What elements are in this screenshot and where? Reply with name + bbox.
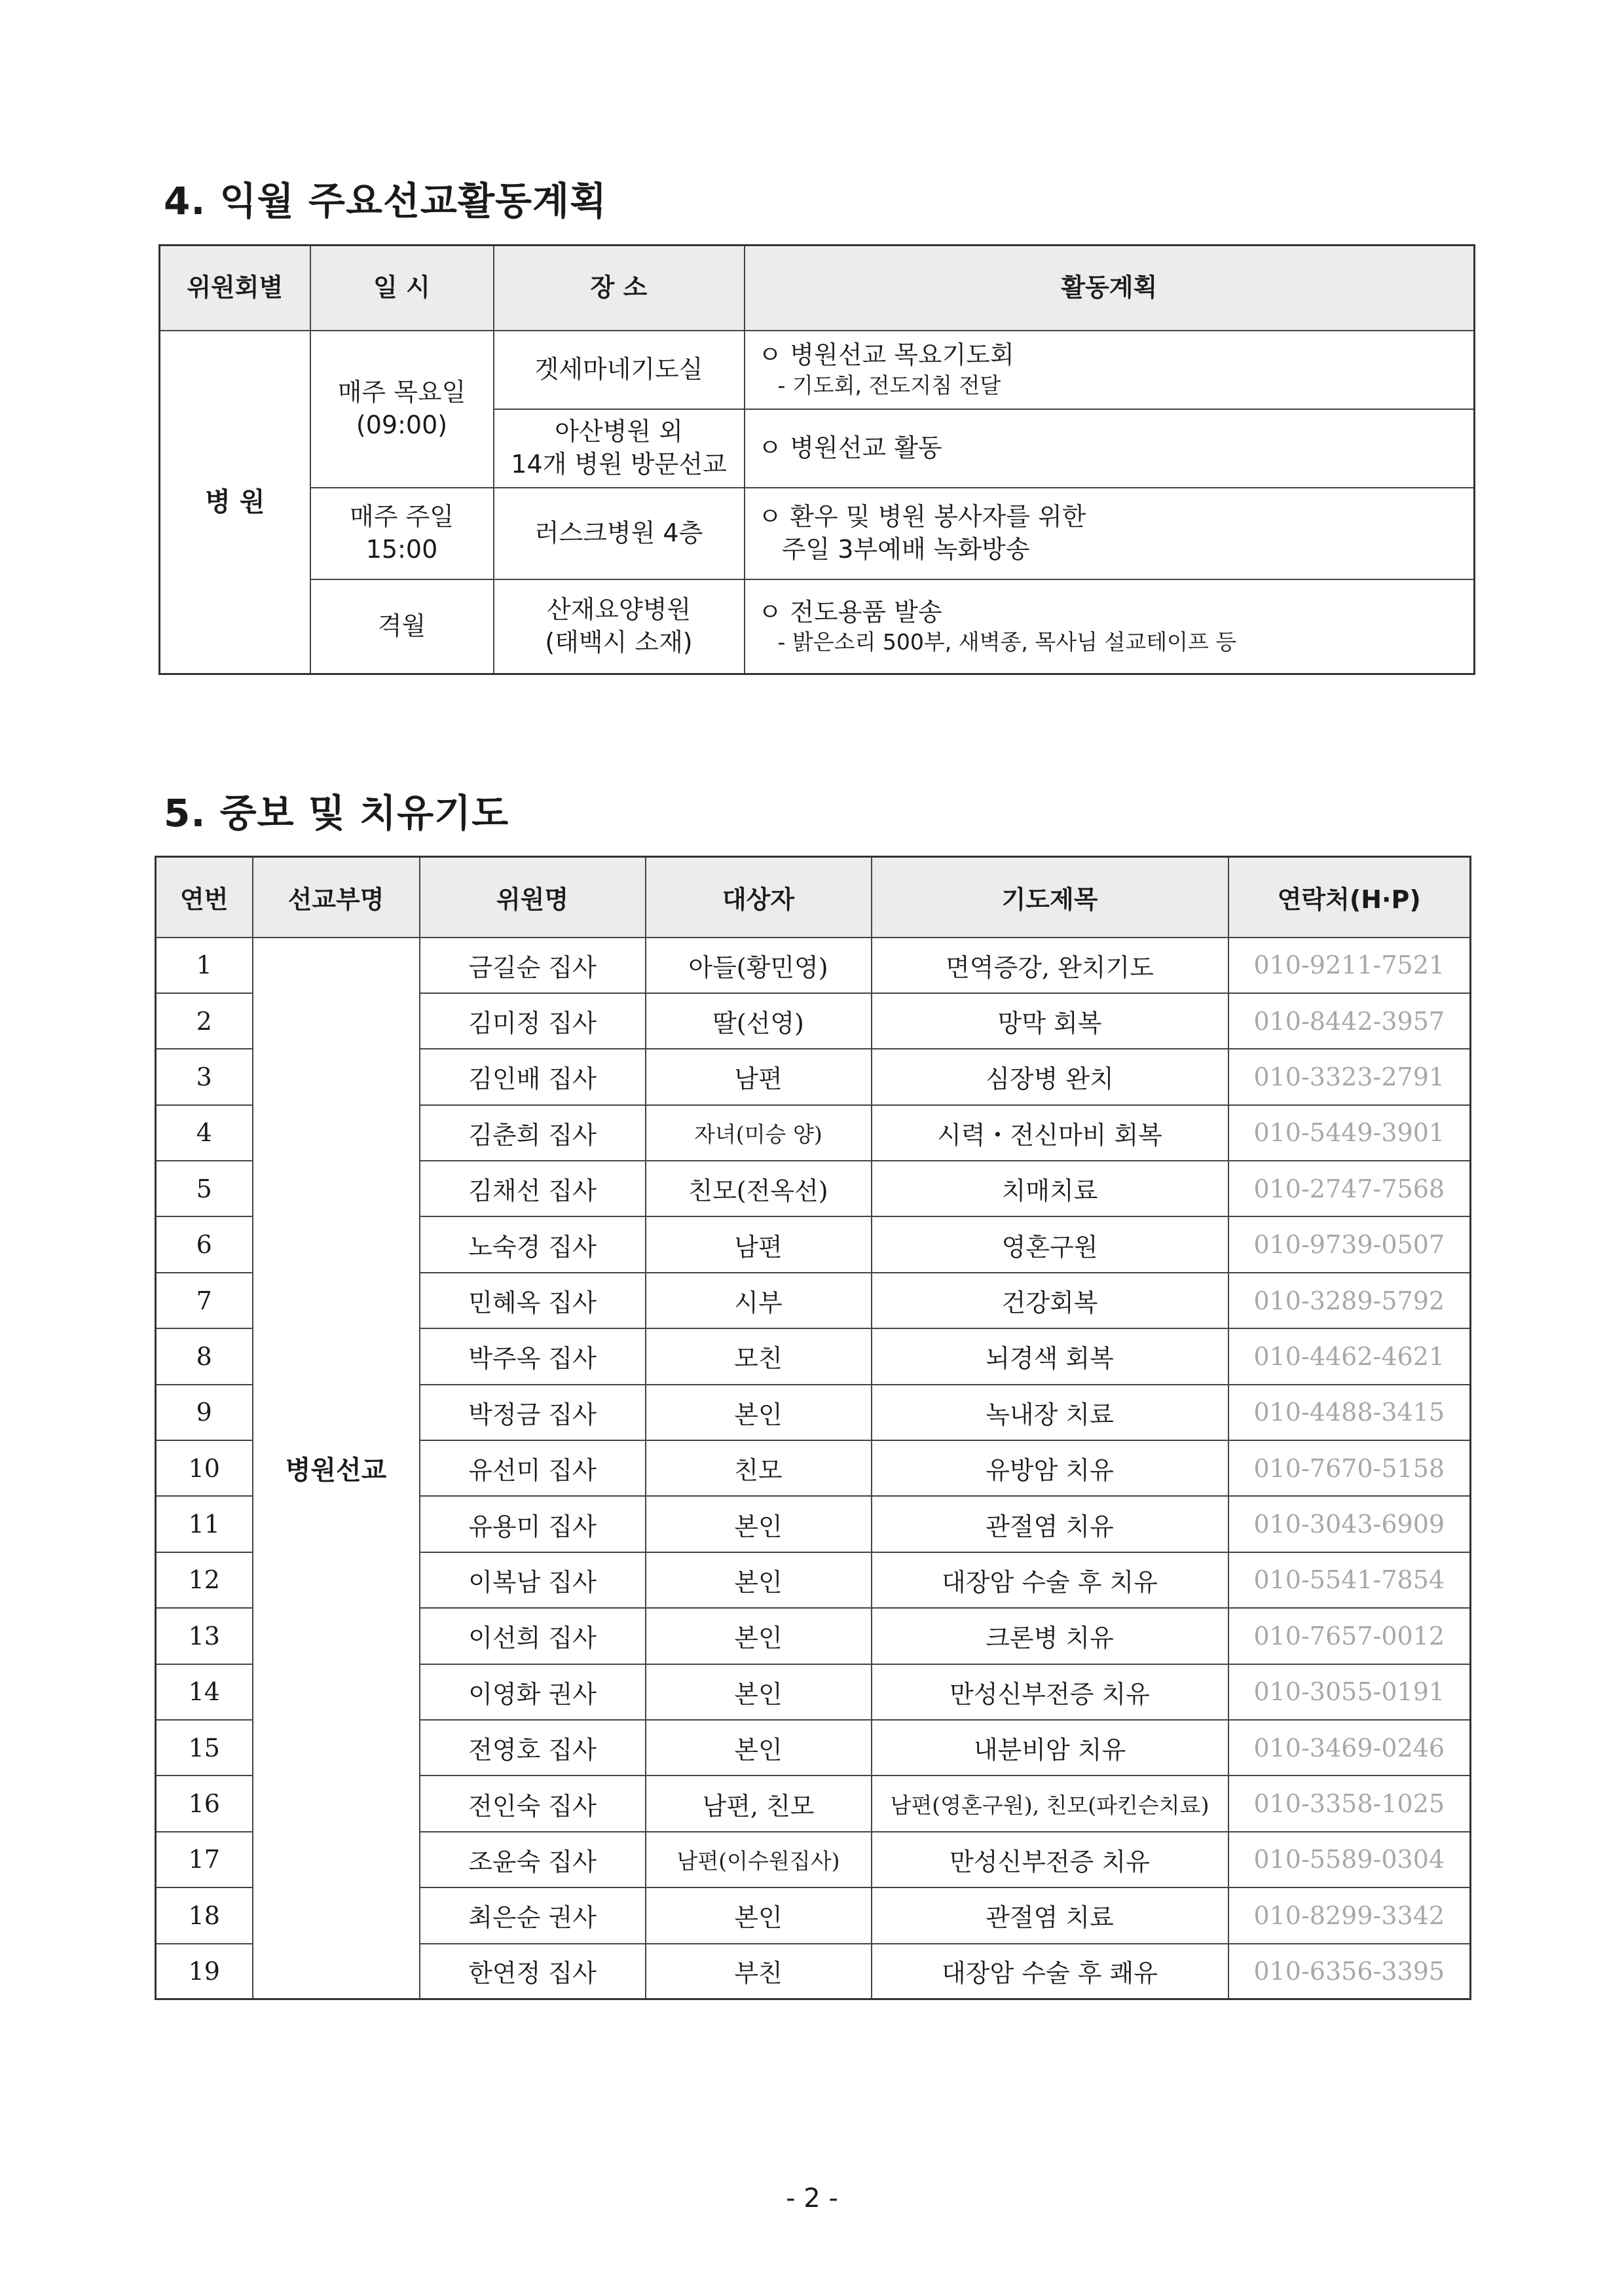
contact-phone: 010-5449-3901	[1228, 1105, 1471, 1161]
member-name: 한연정 집사	[420, 1944, 646, 1999]
plan-date: 격월	[310, 579, 494, 674]
prayer-target: 본인	[646, 1720, 872, 1776]
prayer-topic: 관절염 치유	[872, 1496, 1228, 1552]
row-number: 19	[156, 1944, 253, 1999]
contact-phone: 010-9211-7521	[1228, 938, 1471, 993]
row-number: 3	[156, 1049, 253, 1104]
plan-activity	[745, 409, 1475, 488]
plan-activity-detail: - 기도회, 전도지침 전달	[777, 372, 1001, 398]
member-name: 전영호 집사	[420, 1720, 646, 1776]
prayer-target: 본인	[646, 1887, 872, 1943]
prayer-topic: 내분비암 치유	[872, 1720, 1228, 1776]
member-name: 최은순 권사	[420, 1887, 646, 1943]
plan-activity-main: ㅇ 전도용품 발송	[758, 597, 942, 627]
page-number: - 2 -	[786, 2183, 838, 2214]
plan-date: 매주 주일 15:00	[310, 488, 494, 579]
prayer-target: 부친	[646, 1944, 872, 1999]
plan-activity	[745, 579, 1475, 674]
plan-activity	[745, 331, 1475, 409]
prayer-topic: 대장암 수술 후 쾌유	[872, 1944, 1228, 1999]
row-number: 18	[156, 1887, 253, 1943]
member-name: 이복남 집사	[420, 1552, 646, 1608]
department-cell: 병원선교	[253, 938, 420, 1999]
prayer-target: 시부	[646, 1273, 872, 1328]
contact-phone: 010-2747-7568	[1228, 1161, 1471, 1216]
contact-phone: 010-7657-0012	[1228, 1608, 1471, 1664]
row-number: 9	[156, 1385, 253, 1440]
header-place: 장 소	[494, 246, 745, 331]
prayer-topic: 대장암 수술 후 치유	[872, 1552, 1228, 1608]
plan-activity-detail: - 밝은소리 500부, 새벽종, 목사님 설교테이프 등	[777, 629, 1237, 655]
contact-phone: 010-8299-3342	[1228, 1887, 1471, 1943]
prayer-target: 자녀(미승 양)	[646, 1105, 872, 1161]
row-number: 15	[156, 1720, 253, 1776]
prayer-target: 친모(전옥선)	[646, 1161, 872, 1216]
plan-activity-main: ㅇ 병원선교 목요기도회	[758, 340, 1014, 370]
row-number: 11	[156, 1496, 253, 1552]
contact-phone: 010-7670-5158	[1228, 1440, 1471, 1496]
plan-activity-main: ㅇ 병원선교 활동	[758, 433, 942, 462]
row-number: 6	[156, 1216, 253, 1272]
row-number: 14	[156, 1664, 253, 1720]
prayer-topic: 면역증강, 완치기도	[872, 938, 1228, 993]
contact-phone: 010-9739-0507	[1228, 1216, 1471, 1272]
prayer-target: 친모	[646, 1440, 872, 1496]
row-number: 8	[156, 1328, 253, 1384]
committee-cell: 병 원	[160, 331, 310, 674]
header-member: 위원명	[420, 857, 646, 938]
prayer-topic: 시력・전신마비 회복	[872, 1105, 1228, 1161]
row-number: 1	[156, 938, 253, 993]
prayer-target: 본인	[646, 1608, 872, 1664]
plan-activity	[745, 488, 1475, 579]
header-plan: 활동계획	[745, 246, 1475, 331]
header-contact: 연락처(H·P)	[1228, 857, 1471, 938]
prayer-target: 딸(선영)	[646, 993, 872, 1049]
prayer-target: 아들(황민영)	[646, 938, 872, 993]
plan-place: 겟세마네기도실	[494, 331, 745, 409]
prayer-target: 남편	[646, 1216, 872, 1272]
row-number: 12	[156, 1552, 253, 1608]
prayer-target: 본인	[646, 1385, 872, 1440]
row-number: 13	[156, 1608, 253, 1664]
plan-activity-main: ㅇ 환우 및 병원 봉사자를 위한 주일 3부예배 녹화방송	[758, 502, 1086, 564]
contact-phone: 010-3469-0246	[1228, 1720, 1471, 1776]
header-prayer: 기도제목	[872, 857, 1228, 938]
member-name: 조윤숙 집사	[420, 1832, 646, 1887]
member-name: 이영화 권사	[420, 1664, 646, 1720]
contact-phone: 010-4462-4621	[1228, 1328, 1471, 1384]
header-no: 연번	[156, 857, 253, 938]
plan-place: 아산병원 외 14개 병원 방문선교	[494, 409, 745, 488]
plan-place: 러스크병원 4층	[494, 488, 745, 579]
prayer-target: 모친	[646, 1328, 872, 1384]
plan-place: 산재요양병원 (태백시 소재)	[494, 579, 745, 674]
member-name: 전인숙 집사	[420, 1776, 646, 1831]
row-number: 17	[156, 1832, 253, 1887]
prayer-target: 남편(이수원집사)	[646, 1832, 872, 1887]
contact-phone: 010-5589-0304	[1228, 1832, 1471, 1887]
row-number: 10	[156, 1440, 253, 1496]
member-name: 김미정 집사	[420, 993, 646, 1049]
member-name: 김채선 집사	[420, 1161, 646, 1216]
member-name: 유용미 집사	[420, 1496, 646, 1552]
contact-phone: 010-3043-6909	[1228, 1496, 1471, 1552]
prayer-topic: 뇌경색 회복	[872, 1328, 1228, 1384]
contact-phone: 010-4488-3415	[1228, 1385, 1471, 1440]
prayer-target: 남편, 친모	[646, 1776, 872, 1831]
prayer-topic: 영혼구원	[872, 1216, 1228, 1272]
prayer-target: 남편	[646, 1049, 872, 1104]
section5-title: 5. 중보 및 치유기도	[164, 791, 509, 835]
row-number: 4	[156, 1105, 253, 1161]
contact-phone: 010-3055-0191	[1228, 1664, 1471, 1720]
row-number: 16	[156, 1776, 253, 1831]
member-name: 이선희 집사	[420, 1608, 646, 1664]
prayer-topic: 크론병 치유	[872, 1608, 1228, 1664]
member-name: 김춘희 집사	[420, 1105, 646, 1161]
prayer-topic: 남편(영혼구원), 친모(파킨슨치료)	[872, 1776, 1228, 1831]
prayer-topic: 건강회복	[872, 1273, 1228, 1328]
section4-title: 4. 익월 주요선교활동계획	[164, 179, 608, 223]
header-department: 선교부명	[253, 857, 420, 938]
prayer-topic: 유방암 치유	[872, 1440, 1228, 1496]
header-datetime: 일 시	[310, 246, 494, 331]
member-name: 박주옥 집사	[420, 1328, 646, 1384]
prayer-topic: 녹내장 치료	[872, 1385, 1228, 1440]
prayer-target: 본인	[646, 1496, 872, 1552]
member-name: 박정금 집사	[420, 1385, 646, 1440]
mission-plan-table	[158, 244, 1475, 675]
header-committee: 위원회별	[160, 246, 310, 331]
contact-phone: 010-3323-2791	[1228, 1049, 1471, 1104]
prayer-table	[155, 856, 1471, 2000]
member-name: 노숙경 집사	[420, 1216, 646, 1272]
prayer-topic: 치매치료	[872, 1161, 1228, 1216]
contact-phone: 010-3289-5792	[1228, 1273, 1471, 1328]
prayer-topic: 만성신부전증 치유	[872, 1664, 1228, 1720]
contact-phone: 010-8442-3957	[1228, 993, 1471, 1049]
prayer-topic: 망막 회복	[872, 993, 1228, 1049]
row-number: 2	[156, 993, 253, 1049]
contact-phone: 010-5541-7854	[1228, 1552, 1471, 1608]
contact-phone: 010-3358-1025	[1228, 1776, 1471, 1831]
member-name: 김인배 집사	[420, 1049, 646, 1104]
prayer-target: 본인	[646, 1664, 872, 1720]
member-name: 유선미 집사	[420, 1440, 646, 1496]
prayer-topic: 관절염 치료	[872, 1887, 1228, 1943]
member-name: 금길순 집사	[420, 938, 646, 993]
header-target: 대상자	[646, 857, 872, 938]
contact-phone: 010-6356-3395	[1228, 1944, 1471, 1999]
plan-date: 매주 목요일 (09:00)	[310, 331, 494, 488]
table-row	[156, 938, 1471, 993]
prayer-target: 본인	[646, 1552, 872, 1608]
prayer-topic: 심장병 완치	[872, 1049, 1228, 1104]
row-number: 7	[156, 1273, 253, 1328]
prayer-topic: 만성신부전증 치유	[872, 1832, 1228, 1887]
row-number: 5	[156, 1161, 253, 1216]
member-name: 민혜옥 집사	[420, 1273, 646, 1328]
